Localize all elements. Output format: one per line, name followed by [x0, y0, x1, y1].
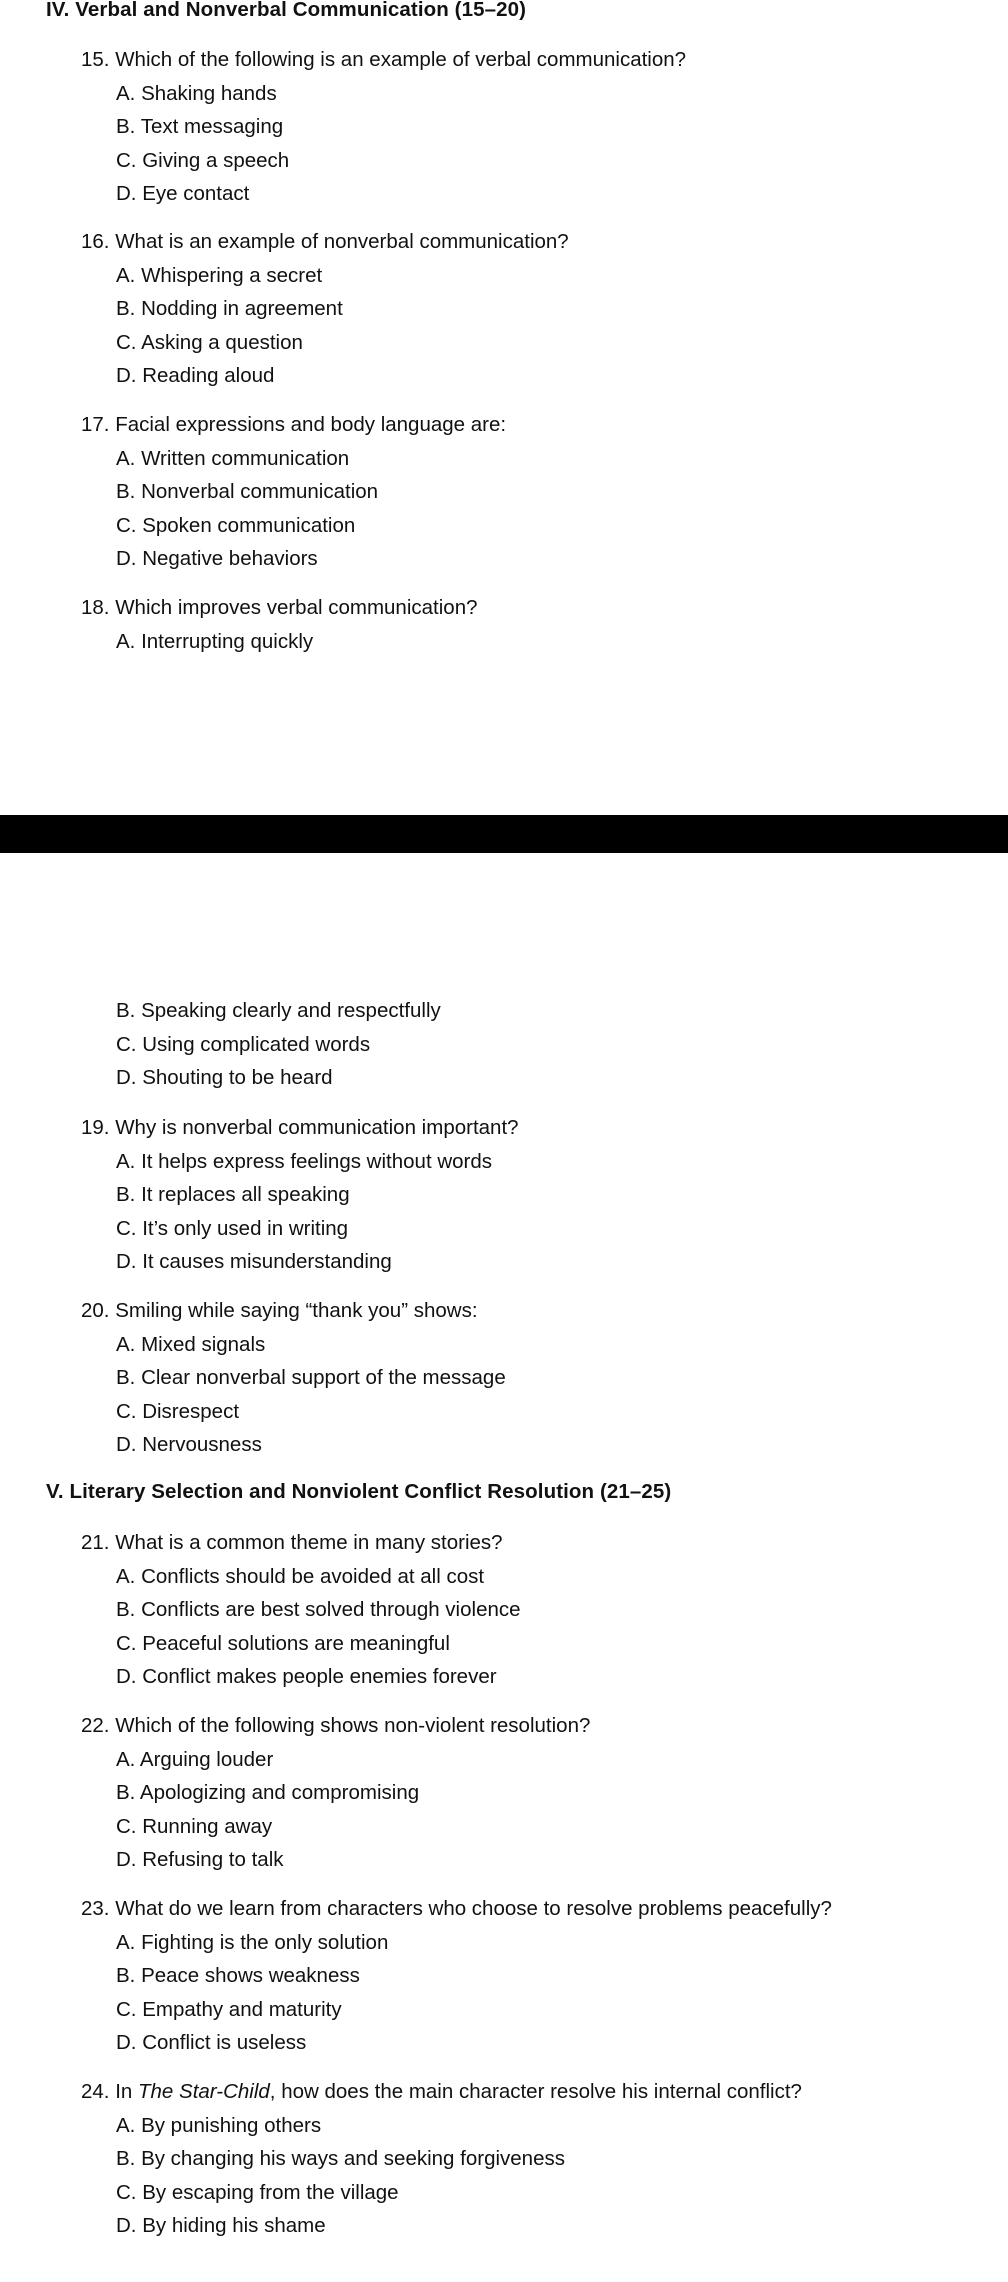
option-a: A. Fighting is the only solution [116, 1930, 389, 1954]
option-c: C. It’s only used in writing [116, 1216, 349, 1240]
question-16 [81, 225, 1001, 393]
question-text: 15. Which of the following is an example of verbal communication? [81, 48, 687, 71]
question-text: 22. Which of the following shows non-violent resolution? [81, 1714, 591, 1737]
option-c: C. Giving a speech [116, 148, 290, 172]
option-c: C. Empathy and maturity [116, 1997, 342, 2021]
question-suffix: , how does the main character resolve his internal conflict? [269, 2080, 802, 2103]
question-17 [81, 408, 1001, 576]
page-break-bar [0, 815, 1008, 853]
option-a: A. Written communication [116, 446, 350, 470]
option-b: B. Nodding in agreement [116, 297, 343, 320]
question-text: 19. Why is nonverbal communication important? [81, 1116, 519, 1139]
option-a: A. Whispering a secret [116, 263, 323, 287]
question-text: 20. Smiling while saying “thank you” shows: [81, 1299, 478, 1322]
option-b: B. Peace shows weakness [116, 1964, 360, 1987]
option-a: A. By punishing others [116, 2113, 322, 2137]
option-d: D. Negative behaviors [116, 547, 318, 570]
option-c: C. Peaceful solutions are meaningful [116, 1631, 450, 1655]
option-d: D. Conflict is useless [116, 2031, 307, 2054]
question-prefix: 24. In [81, 2080, 138, 2103]
option-d: D. Reading aloud [116, 364, 275, 387]
option-d: D. By hiding his shame [116, 2214, 326, 2237]
option-d: D. Refusing to talk [116, 1848, 284, 1871]
question-20 [81, 1294, 1001, 1462]
option-a: A. Interrupting quickly [116, 629, 314, 653]
option-c: C. Using complicated words [116, 1032, 371, 1056]
option-d: D. Shouting to be heard [116, 1066, 333, 1089]
question-text: 21. What is a common theme in many stories? [81, 1531, 503, 1554]
option-d: D. Conflict makes people enemies forever [116, 1665, 497, 1688]
option-b: B. Clear nonverbal support of the message [116, 1366, 506, 1389]
option-d: D. Eye contact [116, 182, 250, 205]
option-a: A. It helps express feelings without words [116, 1149, 493, 1173]
section-title-iv: IV. Verbal and Nonverbal Communication (15–20) [46, 0, 527, 21]
section-title-v: V. Literary Selection and Nonviolent Conflict Resolution (21–25) [46, 1480, 672, 1503]
option-d: D. Nervousness [116, 1433, 262, 1456]
question-text: 17. Facial expressions and body language are: [81, 413, 507, 436]
option-d: D. It causes misunderstanding [116, 1250, 392, 1273]
option-b: B. Nonverbal communication [116, 480, 379, 503]
option-c: C. Disrespect [116, 1399, 240, 1423]
option-a: A. Shaking hands [116, 81, 277, 105]
option-a: A. Arguing louder [116, 1747, 274, 1771]
option-a: A. Conflicts should be avoided at all cost [116, 1564, 485, 1588]
option-c: C. By escaping from the village [116, 2180, 399, 2204]
question-text [81, 2075, 1001, 2109]
option-b: B. By changing his ways and seeking forgiveness [116, 2147, 565, 2170]
question-18-continued [81, 994, 1001, 1095]
question-23 [81, 1892, 1001, 2060]
option-b: B. Conflicts are best solved through violence [116, 1598, 521, 1621]
option-c: C. Running away [116, 1814, 273, 1838]
question-21 [81, 1526, 1001, 1694]
story-title: The Star-Child [138, 2080, 270, 2103]
option-b: B. It replaces all speaking [116, 1183, 350, 1206]
option-b: B. Text messaging [116, 115, 284, 138]
question-text: 23. What do we learn from characters who choose to resolve problems peacefully? [81, 1897, 832, 1920]
question-text: 16. What is an example of nonverbal communication? [81, 230, 569, 253]
option-a: A. Mixed signals [116, 1332, 266, 1356]
question-19 [81, 1111, 1001, 1279]
question-text: 18. Which improves verbal communication? [81, 596, 478, 619]
option-b: B. Speaking clearly and respectfully [116, 999, 441, 1022]
option-b: B. Apologizing and compromising [116, 1781, 420, 1804]
question-15 [81, 43, 1001, 211]
option-c: C. Asking a question [116, 330, 303, 354]
option-c: C. Spoken communication [116, 513, 356, 537]
question-18 [81, 591, 1001, 658]
question-24 [81, 2075, 1001, 2243]
question-22 [81, 1709, 1001, 1877]
